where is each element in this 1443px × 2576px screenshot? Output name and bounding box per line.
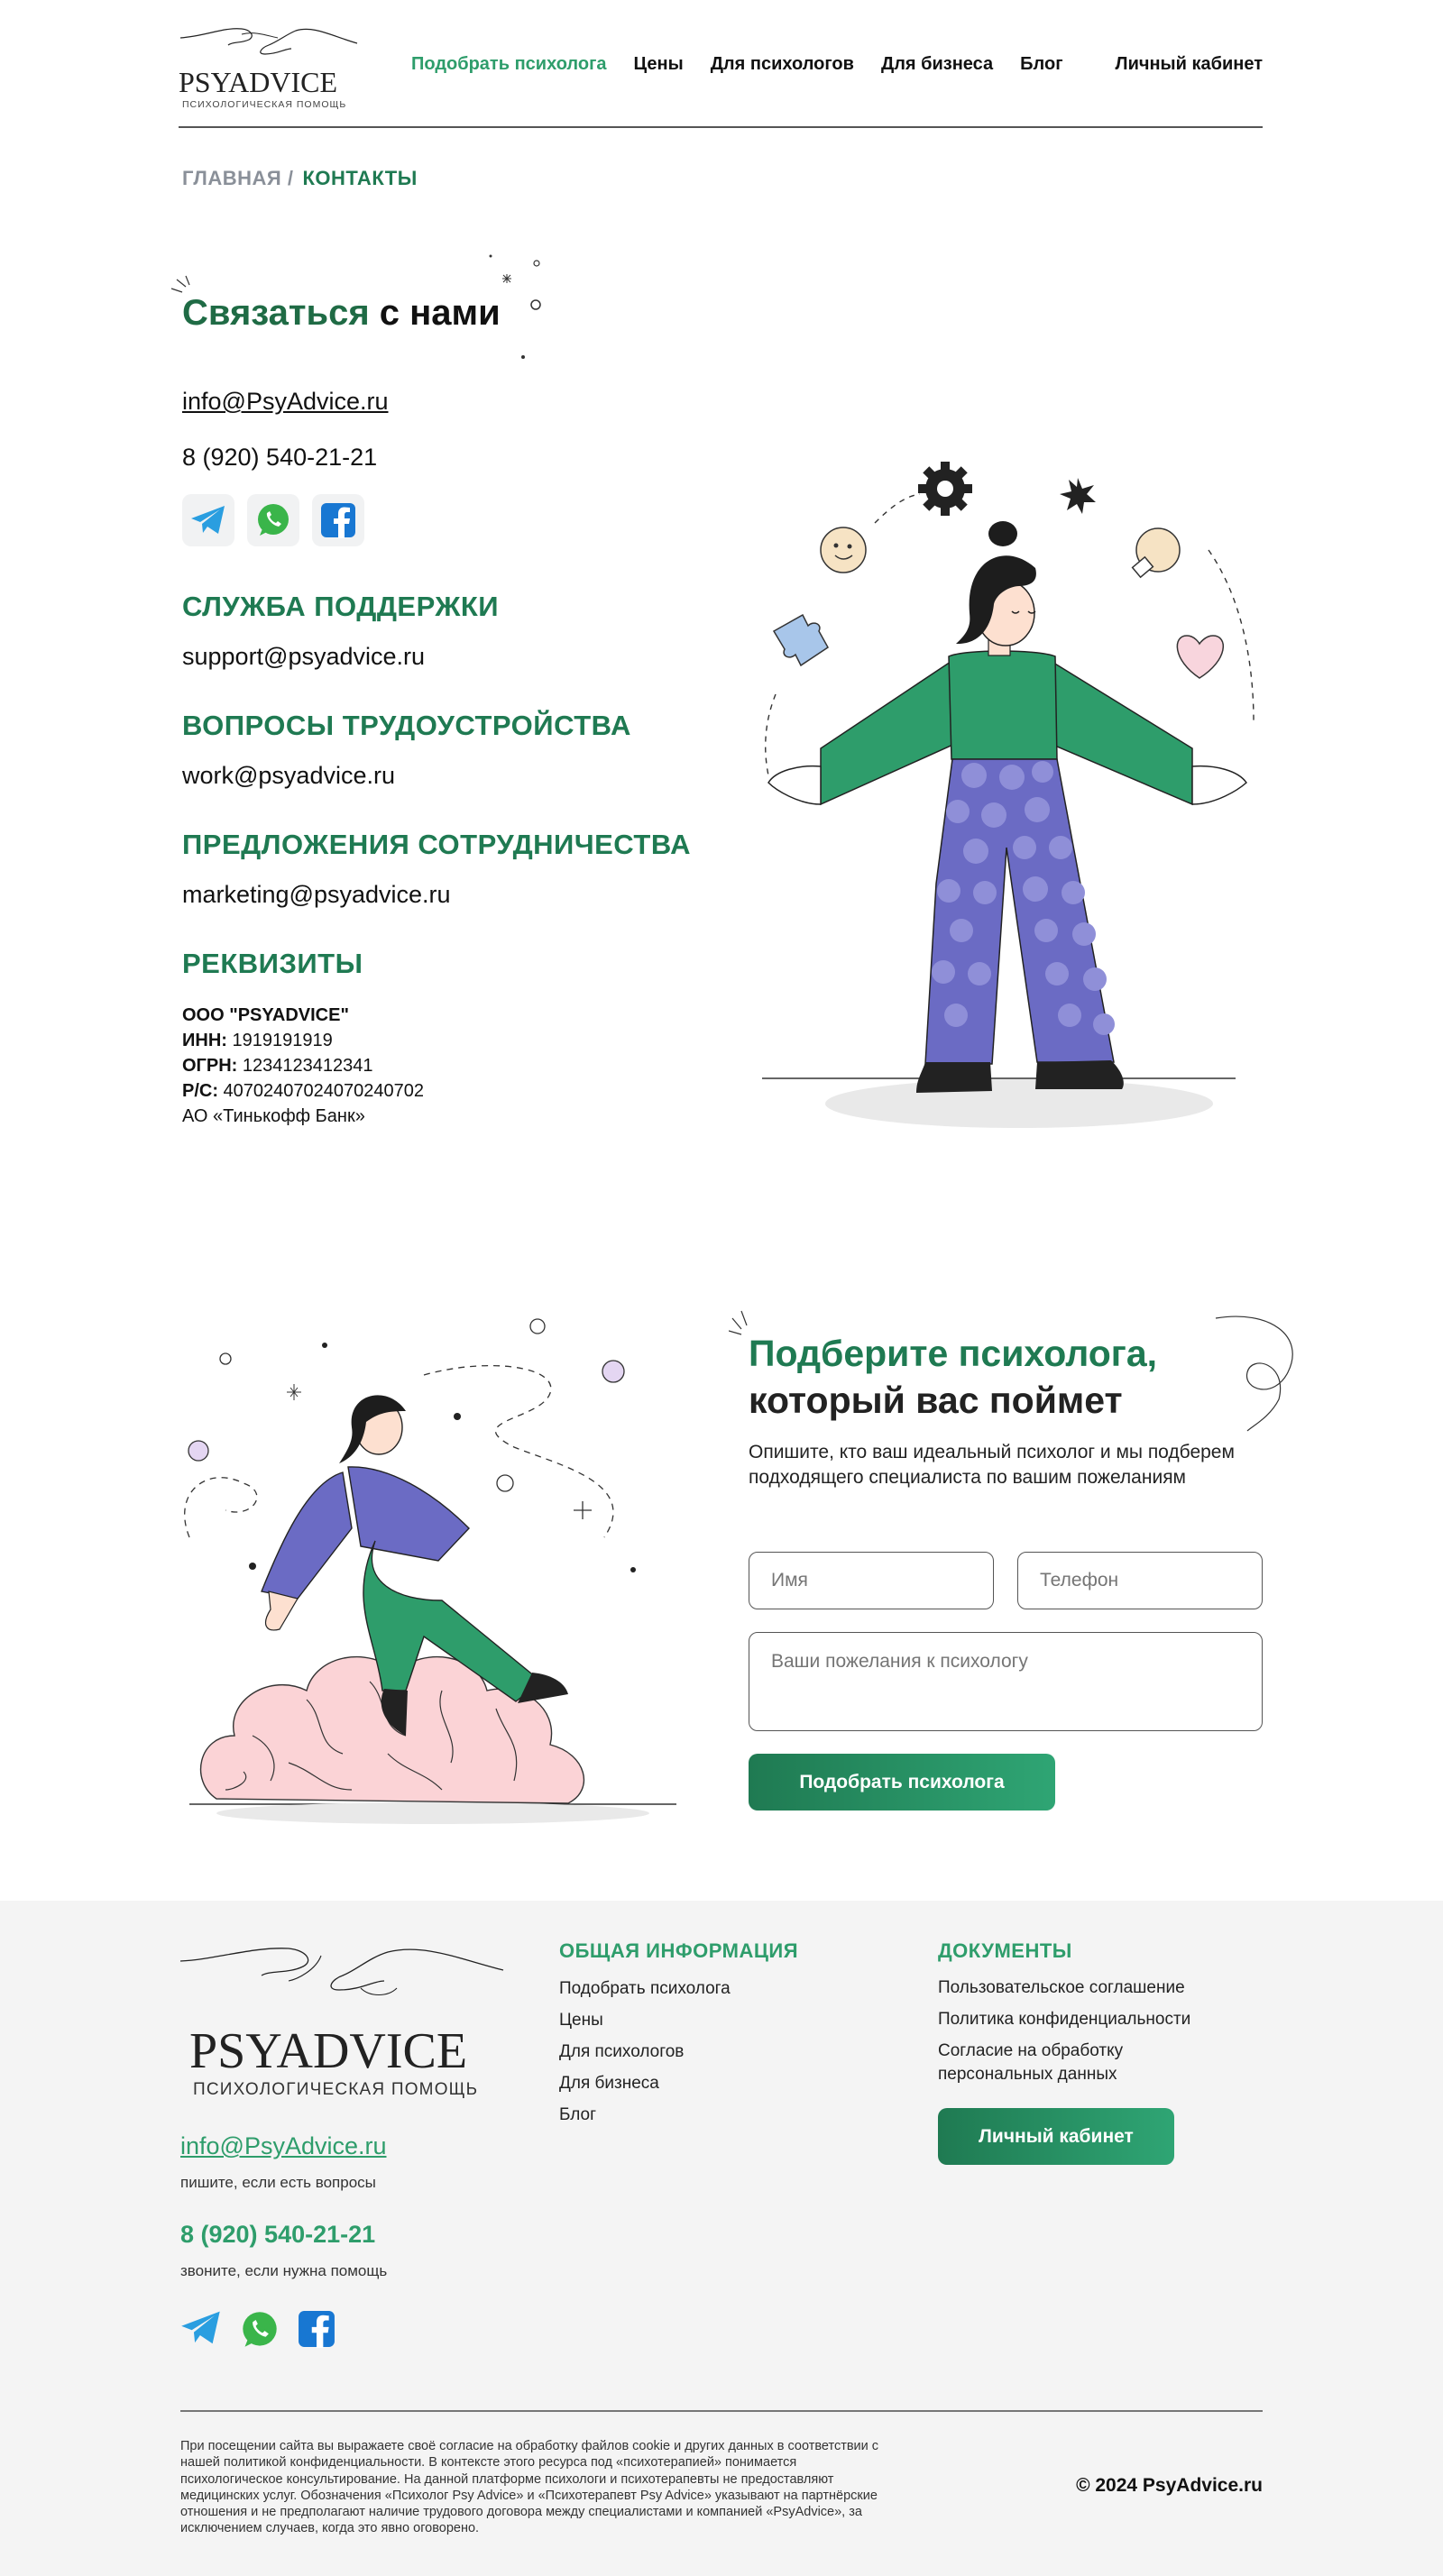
footer-disclaimer: При посещении сайта вы выражаете своё согласие на обработку файлов cookie и других данных в соответствии с нашей политикой конфиденциальности. В контексте этого ресурса под «психотерапией» понимается психологическое консультирование. На данной платформе психологи и психотерапевты не предоставляют медицинских услуг. Обозначения «Психолог Psy Advice» и «Психотерапевт Psy Advice» указывают на партнёрские отношения и не предполагают наличие трудового договора между специалистами и компанией «PsyAdvice», за исключением случаев, когда это явно оговорено. — [180, 2439, 879, 2536]
nav-item-prices[interactable]: Цены — [633, 54, 684, 74]
section-title-partnership: ПРЕДЛОЖЕНИЯ СОТРУДНИЧЕСТВА — [182, 829, 692, 860]
pick-psychologist-title: Подберите психолога, который вас поймет — [749, 1333, 1158, 1421]
nav-item-for-business[interactable]: Для бизнеса — [880, 54, 994, 74]
footer-info-links — [559, 1973, 731, 2131]
heart-icon — [1177, 636, 1223, 678]
lightbulb-icon — [1133, 528, 1180, 577]
footer-link-for-psychologists[interactable]: Для психологов — [559, 2042, 685, 2061]
footer-cabinet-button[interactable]: Личный кабинет — [938, 2108, 1174, 2165]
inn-value: 1919191919 — [226, 1031, 333, 1050]
support-email-link[interactable]: support@psyadvice.ru — [182, 643, 426, 670]
footer-telegram-icon[interactable] — [180, 2310, 222, 2346]
footer-divider — [180, 2410, 1263, 2412]
contact-socials — [182, 494, 364, 546]
footer-link-for-business[interactable]: Для бизнеса — [559, 2074, 659, 2093]
puzzle-icon — [774, 615, 828, 665]
footer-docs-links — [938, 1976, 1209, 2095]
footer-phone[interactable]: 8 (920) 540-21-21 — [180, 2221, 376, 2248]
smiley-icon — [821, 527, 866, 573]
footer-hands-logo-icon — [180, 1934, 505, 2101]
work-email-link[interactable]: work@psyadvice.ru — [182, 762, 395, 789]
whatsapp-icon — [255, 502, 291, 538]
breadcrumb — [182, 167, 418, 190]
requisites-block — [182, 1003, 424, 1129]
footer-link-privacy-policy[interactable]: Политика конфиденциальности — [938, 2010, 1191, 2029]
footer-link-user-agreement[interactable]: Пользовательское соглашение — [938, 1978, 1185, 1997]
site-header — [179, 0, 1263, 128]
facebook-button[interactable] — [312, 494, 364, 546]
whatsapp-button[interactable] — [247, 494, 299, 546]
telegram-icon — [190, 505, 226, 536]
breadcrumb-current: КОНТАКТЫ — [302, 167, 418, 189]
footer-logo[interactable] — [180, 1934, 505, 2101]
nav-item-blog[interactable]: Блог — [1020, 54, 1063, 74]
brain-sitting-woman-illustration — [171, 1312, 676, 1835]
gear-icon — [918, 462, 972, 516]
footer-socials — [180, 2310, 335, 2350]
telegram-button[interactable] — [182, 494, 234, 546]
section-title-jobs: ВОПРОСЫ ТРУДОУСТРОЙСТВА — [182, 710, 631, 741]
footer-copyright: © 2024 PsyAdvice.ru — [1076, 2475, 1263, 2496]
name-input[interactable] — [749, 1552, 994, 1609]
footer-email-link[interactable]: info@PsyAdvice.ru — [180, 2132, 387, 2159]
cabinet-link[interactable]: Личный кабинет — [1115, 54, 1263, 74]
hands-logo-icon — [179, 18, 359, 113]
phone-input[interactable] — [1017, 1552, 1263, 1609]
footer-link-blog[interactable]: Блог — [559, 2105, 597, 2124]
pick-psychologist-description: Опишите, кто ваш идеальный психолог и мы подберем подходящего специалиста по вашим пожеланиям — [749, 1442, 1235, 1488]
nav-item-pick-psychologist[interactable]: Подобрать психолога — [411, 54, 607, 74]
svg-text:PSYADVICE: PSYADVICE — [179, 66, 338, 98]
page-title: Связаться с нами — [182, 293, 501, 333]
header-logo[interactable] — [179, 18, 359, 113]
marketing-email-link[interactable]: marketing@psyadvice.ru — [182, 881, 451, 908]
footer-facebook-icon[interactable] — [298, 2310, 335, 2348]
footer-phone-note: звоните, если нужна помощь — [180, 2262, 388, 2279]
footer-link-pick-psychologist[interactable]: Подобрать психолога — [559, 1979, 731, 1998]
footer-whatsapp-icon[interactable] — [240, 2310, 280, 2350]
wishes-textarea[interactable] — [749, 1632, 1263, 1731]
svg-text:ПСИХОЛОГИЧЕСКАЯ ПОМОЩЬ: ПСИХОЛОГИЧЕСКАЯ ПОМОЩЬ — [193, 2080, 479, 2099]
svg-text:PSYADVICE: PSYADVICE — [189, 2023, 468, 2079]
rs-label: Р/С: — [182, 1081, 218, 1101]
breadcrumb-home[interactable]: ГЛАВНАЯ / — [182, 167, 294, 189]
ogrn-label: ОГРН: — [182, 1056, 238, 1076]
contact-email-link[interactable]: info@PsyAdvice.ru — [182, 388, 389, 415]
nav-item-for-psychologists[interactable]: Для психологов — [710, 54, 854, 74]
section-title-support: СЛУЖБА ПОДДЕРЖКИ — [182, 591, 500, 622]
bank-name: АО «Тинькофф Банк» — [182, 1106, 365, 1126]
rs-value: 40702407024070240702 — [218, 1081, 425, 1101]
facebook-icon — [320, 502, 356, 538]
svg-text:ПСИХОЛОГИЧЕСКАЯ ПОМОЩЬ: ПСИХОЛОГИЧЕСКАЯ ПОМОЩЬ — [182, 99, 347, 110]
section-title-requisites: РЕКВИЗИТЫ — [182, 948, 363, 979]
company-name: ООО "PSYADVICE" — [182, 1005, 349, 1025]
footer-email-note: пишите, если есть вопросы — [180, 2174, 376, 2191]
contact-phone[interactable]: 8 (920) 540-21-21 — [182, 444, 378, 471]
footer-link-prices[interactable]: Цены — [559, 2011, 603, 2030]
footer-link-data-consent[interactable]: Согласие на обработку персональных данных — [938, 2041, 1124, 2084]
inn-label: ИНН: — [182, 1031, 227, 1050]
main-nav — [411, 54, 1063, 75]
ogrn-value: 1234123412341 — [237, 1056, 373, 1076]
footer-info-title: ОБЩАЯ ИНФОРМАЦИЯ — [559, 1939, 799, 1962]
pick-psychologist-button[interactable]: Подобрать психолога — [749, 1754, 1055, 1811]
footer-docs-title: ДОКУМЕНТЫ — [938, 1939, 1072, 1962]
juggling-woman-illustration — [749, 451, 1272, 1136]
